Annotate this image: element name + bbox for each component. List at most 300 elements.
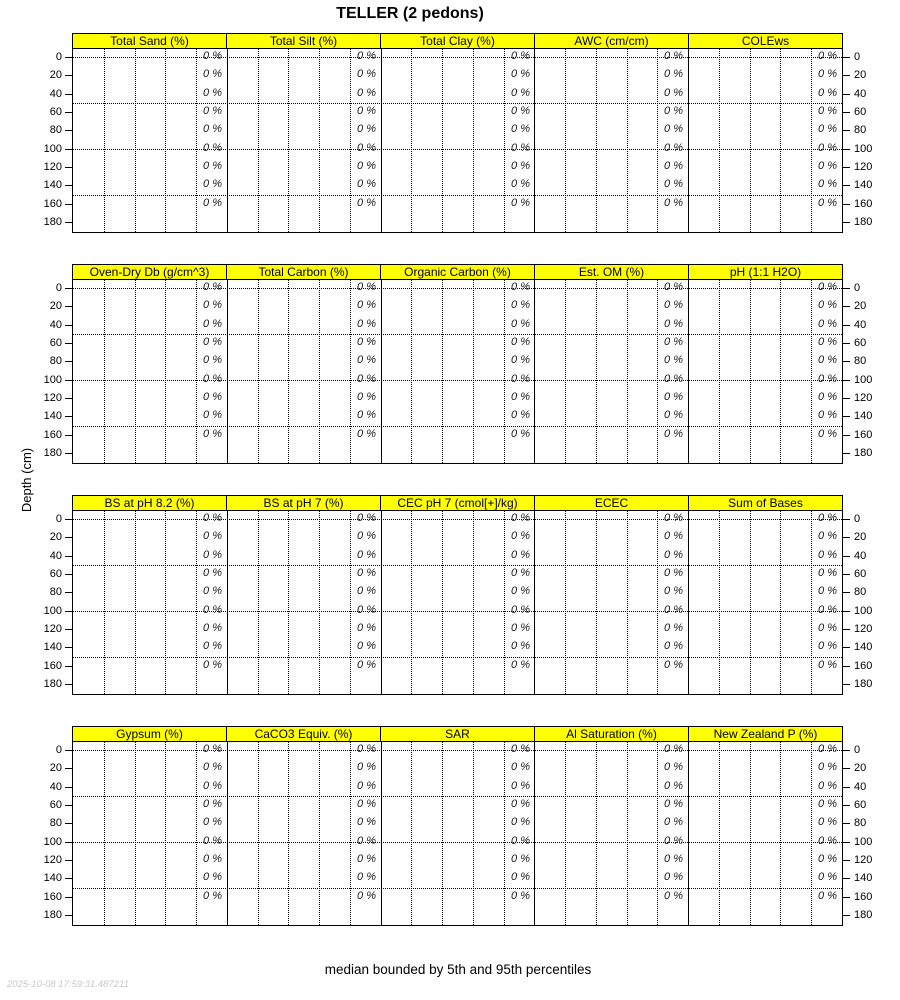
- y-tick-label-right: 60: [854, 568, 867, 580]
- zero-percent-label: 0 %: [203, 68, 222, 80]
- y-tick-label-left: 180: [43, 909, 62, 921]
- y-tick-label-left: 160: [43, 891, 62, 903]
- y-tick-right: [843, 112, 850, 113]
- y-tick-label-left: 100: [43, 605, 62, 617]
- zero-percent-label: 0 %: [664, 512, 683, 524]
- y-tick-right: [843, 435, 850, 436]
- y-tick-label-left: 120: [43, 854, 62, 866]
- zero-percent-label: 0 %: [203, 604, 222, 616]
- zero-percent-label: 0 %: [664, 428, 683, 440]
- zero-percent-label: 0 %: [203, 123, 222, 135]
- zero-percent-label: 0 %: [511, 780, 530, 792]
- zero-percent-label: 0 %: [203, 409, 222, 421]
- zero-percent-label: 0 %: [203, 178, 222, 190]
- zero-percent-label: 0 %: [203, 743, 222, 755]
- y-tick-right: [843, 57, 850, 58]
- y-tick-label-right: 120: [854, 623, 873, 635]
- zero-percent-label: 0 %: [357, 853, 376, 865]
- panel-strip-label: Total Sand (%): [110, 34, 189, 48]
- zero-percent-label: 0 %: [203, 585, 222, 597]
- y-tick-right: [843, 823, 850, 824]
- y-tick-label-left: 60: [49, 337, 62, 349]
- y-tick-left: [65, 537, 72, 538]
- panel-plot-area: [72, 742, 843, 926]
- zero-percent-label: 0 %: [664, 123, 683, 135]
- zero-percent-label: 0 %: [203, 816, 222, 828]
- y-tick-left: [65, 805, 72, 806]
- zero-percent-label: 0 %: [818, 780, 837, 792]
- y-axis-label: Depth (cm): [19, 447, 34, 513]
- y-tick-right: [843, 94, 850, 95]
- zero-percent-label: 0 %: [664, 816, 683, 828]
- y-tick-label-right: 160: [854, 891, 873, 903]
- zero-percent-label: 0 %: [818, 530, 837, 542]
- y-tick-label-left: 180: [43, 447, 62, 459]
- zero-percent-label: 0 %: [203, 105, 222, 117]
- y-tick-left: [65, 611, 72, 612]
- y-tick-label-left: 80: [49, 355, 62, 367]
- zero-percent-label: 0 %: [664, 567, 683, 579]
- zero-percent-label: 0 %: [664, 299, 683, 311]
- y-tick-right: [843, 361, 850, 362]
- y-tick-label-right: 180: [854, 678, 873, 690]
- y-tick-left: [65, 684, 72, 685]
- zero-percent-label: 0 %: [203, 853, 222, 865]
- y-tick-left: [65, 306, 72, 307]
- y-tick-left: [65, 149, 72, 150]
- zero-percent-label: 0 %: [357, 50, 376, 62]
- y-tick-left: [65, 842, 72, 843]
- zero-percent-label: 0 %: [511, 530, 530, 542]
- zero-percent-label: 0 %: [357, 178, 376, 190]
- zero-percent-label: 0 %: [511, 640, 530, 652]
- y-tick-label-left: 0: [55, 282, 62, 294]
- y-tick-right: [843, 897, 850, 898]
- panel-strip-label: Al Saturation (%): [566, 727, 657, 741]
- zero-percent-label: 0 %: [357, 604, 376, 616]
- panel-strip-label: Sum of Bases: [728, 496, 803, 510]
- zero-percent-label: 0 %: [357, 567, 376, 579]
- y-tick-right: [843, 805, 850, 806]
- zero-percent-label: 0 %: [664, 318, 683, 330]
- y-tick-label-right: 140: [854, 410, 873, 422]
- zero-percent-label: 0 %: [203, 567, 222, 579]
- y-tick-label-right: 100: [854, 143, 873, 155]
- y-tick-right: [843, 149, 850, 150]
- zero-percent-label: 0 %: [203, 835, 222, 847]
- y-tick-right: [843, 222, 850, 223]
- zero-percent-label: 0 %: [818, 640, 837, 652]
- zero-percent-label: 0 %: [818, 318, 837, 330]
- y-tick-label-right: 20: [854, 531, 867, 543]
- y-tick-label-left: 140: [43, 410, 62, 422]
- zero-percent-label: 0 %: [511, 853, 530, 865]
- strip-band: [72, 726, 843, 742]
- panel-strip-label: Gypsum (%): [116, 727, 183, 741]
- zero-percent-label: 0 %: [357, 391, 376, 403]
- zero-percent-label: 0 %: [511, 622, 530, 634]
- zero-percent-label: 0 %: [511, 428, 530, 440]
- strip-band: [72, 495, 843, 511]
- y-tick-label-right: 140: [854, 872, 873, 884]
- y-tick-right: [843, 306, 850, 307]
- zero-percent-label: 0 %: [818, 853, 837, 865]
- y-tick-left: [65, 823, 72, 824]
- zero-percent-label: 0 %: [511, 281, 530, 293]
- zero-percent-label: 0 %: [818, 160, 837, 172]
- zero-percent-label: 0 %: [818, 549, 837, 561]
- panel-strip: [534, 496, 688, 510]
- y-tick-left: [65, 416, 72, 417]
- y-tick-right: [843, 574, 850, 575]
- y-tick-right: [843, 842, 850, 843]
- zero-percent-label: 0 %: [357, 743, 376, 755]
- y-tick-label-right: 0: [854, 282, 861, 294]
- y-tick-label-right: 20: [854, 300, 867, 312]
- zero-percent-label: 0 %: [511, 871, 530, 883]
- y-tick-label-right: 100: [854, 605, 873, 617]
- zero-percent-label: 0 %: [664, 373, 683, 385]
- zero-percent-label: 0 %: [511, 318, 530, 330]
- y-tick-label-left: 120: [43, 392, 62, 404]
- caption: median bounded by 5th and 95th percentiles: [324, 962, 592, 977]
- y-tick-label-right: 0: [854, 744, 861, 756]
- zero-percent-label: 0 %: [818, 409, 837, 421]
- zero-percent-label: 0 %: [664, 68, 683, 80]
- zero-percent-label: 0 %: [511, 391, 530, 403]
- zero-percent-label: 0 %: [203, 336, 222, 348]
- zero-percent-label: 0 %: [357, 871, 376, 883]
- zero-percent-label: 0 %: [664, 50, 683, 62]
- y-tick-label-right: 180: [854, 216, 873, 228]
- y-tick-left: [65, 787, 72, 788]
- panel-plot-area: [72, 49, 843, 233]
- panel-strip: [380, 34, 534, 48]
- y-tick-label-left: 120: [43, 623, 62, 635]
- zero-percent-label: 0 %: [818, 585, 837, 597]
- panel-strip: [226, 727, 380, 741]
- zero-percent-label: 0 %: [511, 761, 530, 773]
- y-tick-label-left: 160: [43, 660, 62, 672]
- y-tick-right: [843, 380, 850, 381]
- panel-strip: [226, 496, 380, 510]
- y-tick-label-right: 40: [854, 88, 867, 100]
- y-tick-label-right: 80: [854, 355, 867, 367]
- y-tick-left: [65, 185, 72, 186]
- y-tick-label-right: 80: [854, 586, 867, 598]
- zero-percent-label: 0 %: [357, 354, 376, 366]
- panel-strip: [73, 496, 226, 510]
- y-tick-right: [843, 130, 850, 131]
- zero-percent-label: 0 %: [203, 281, 222, 293]
- y-tick-label-left: 40: [49, 88, 62, 100]
- y-tick-left: [65, 647, 72, 648]
- y-tick-left: [65, 222, 72, 223]
- panel-strip: [380, 496, 534, 510]
- panel-strip: [688, 496, 842, 510]
- y-tick-label-left: 60: [49, 106, 62, 118]
- y-tick-label-right: 160: [854, 429, 873, 441]
- zero-percent-label: 0 %: [664, 160, 683, 172]
- zero-percent-label: 0 %: [511, 178, 530, 190]
- panel-strip-label: SAR: [445, 727, 470, 741]
- panel-strip: [73, 727, 226, 741]
- y-tick-left: [65, 556, 72, 557]
- zero-percent-label: 0 %: [511, 68, 530, 80]
- y-tick-label-right: 40: [854, 781, 867, 793]
- zero-percent-label: 0 %: [664, 409, 683, 421]
- y-tick-right: [843, 325, 850, 326]
- zero-percent-label: 0 %: [511, 123, 530, 135]
- gridline-horizontal: [73, 565, 842, 566]
- gridline-horizontal: [73, 195, 842, 196]
- zero-percent-label: 0 %: [818, 373, 837, 385]
- zero-percent-label: 0 %: [203, 197, 222, 209]
- y-tick-left: [65, 325, 72, 326]
- zero-percent-label: 0 %: [818, 197, 837, 209]
- zero-percent-label: 0 %: [818, 761, 837, 773]
- y-tick-right: [843, 453, 850, 454]
- y-tick-right: [843, 519, 850, 520]
- y-tick-left: [65, 860, 72, 861]
- panel-strip-label: New Zealand P (%): [713, 727, 818, 741]
- y-tick-label-right: 140: [854, 179, 873, 191]
- y-tick-left: [65, 750, 72, 751]
- zero-percent-label: 0 %: [818, 68, 837, 80]
- zero-percent-label: 0 %: [357, 160, 376, 172]
- zero-percent-label: 0 %: [818, 87, 837, 99]
- zero-percent-label: 0 %: [357, 142, 376, 154]
- zero-percent-label: 0 %: [664, 142, 683, 154]
- y-tick-label-left: 0: [55, 513, 62, 525]
- y-tick-left: [65, 75, 72, 76]
- panel-strip: [226, 34, 380, 48]
- panel-strip-label: Organic Carbon (%): [404, 265, 511, 279]
- y-tick-left: [65, 878, 72, 879]
- y-tick-label-left: 20: [49, 762, 62, 774]
- zero-percent-label: 0 %: [818, 743, 837, 755]
- y-tick-left: [65, 167, 72, 168]
- zero-percent-label: 0 %: [511, 197, 530, 209]
- zero-percent-label: 0 %: [511, 336, 530, 348]
- gridline-horizontal: [73, 426, 842, 427]
- y-tick-right: [843, 915, 850, 916]
- y-tick-label-left: 60: [49, 799, 62, 811]
- panel-row: [0, 726, 900, 926]
- y-tick-label-left: 40: [49, 781, 62, 793]
- zero-percent-label: 0 %: [818, 50, 837, 62]
- y-tick-right: [843, 860, 850, 861]
- panel-plot-area: [72, 280, 843, 464]
- zero-percent-label: 0 %: [203, 160, 222, 172]
- zero-percent-label: 0 %: [357, 428, 376, 440]
- panel-row: [0, 495, 900, 695]
- y-tick-label-left: 100: [43, 374, 62, 386]
- zero-percent-label: 0 %: [357, 68, 376, 80]
- y-tick-right: [843, 878, 850, 879]
- zero-percent-label: 0 %: [357, 409, 376, 421]
- y-tick-label-right: 40: [854, 550, 867, 562]
- y-tick-left: [65, 380, 72, 381]
- panel-strip-label: Total Clay (%): [420, 34, 495, 48]
- zero-percent-label: 0 %: [511, 835, 530, 847]
- y-tick-left: [65, 574, 72, 575]
- zero-percent-label: 0 %: [511, 798, 530, 810]
- y-tick-left: [65, 398, 72, 399]
- zero-percent-label: 0 %: [357, 835, 376, 847]
- y-tick-left: [65, 130, 72, 131]
- zero-percent-label: 0 %: [818, 354, 837, 366]
- panel-strip: [534, 34, 688, 48]
- y-tick-right: [843, 288, 850, 289]
- zero-percent-label: 0 %: [664, 530, 683, 542]
- panel-strip-label: AWC (cm/cm): [574, 34, 649, 48]
- zero-percent-label: 0 %: [357, 318, 376, 330]
- panel-strip-label: Oven-Dry Db (g/cm^3): [89, 265, 210, 279]
- y-tick-right: [843, 750, 850, 751]
- zero-percent-label: 0 %: [203, 549, 222, 561]
- y-tick-label-left: 160: [43, 198, 62, 210]
- zero-percent-label: 0 %: [511, 890, 530, 902]
- zero-percent-label: 0 %: [357, 373, 376, 385]
- zero-percent-label: 0 %: [511, 816, 530, 828]
- y-tick-label-left: 140: [43, 641, 62, 653]
- zero-percent-label: 0 %: [357, 761, 376, 773]
- y-tick-left: [65, 361, 72, 362]
- zero-percent-label: 0 %: [664, 871, 683, 883]
- zero-percent-label: 0 %: [203, 512, 222, 524]
- zero-percent-label: 0 %: [357, 281, 376, 293]
- timestamp: 2025-10-08 17:59:31.487211: [7, 979, 129, 990]
- panel-strip-label: pH (1:1 H2O): [729, 265, 802, 279]
- panel-strip: [688, 34, 842, 48]
- panel-strip-label: CEC pH 7 (cmol[+]/kg): [397, 496, 518, 510]
- panel-strip: [380, 727, 534, 741]
- y-tick-left: [65, 204, 72, 205]
- zero-percent-label: 0 %: [203, 391, 222, 403]
- y-tick-left: [65, 897, 72, 898]
- y-tick-label-left: 100: [43, 836, 62, 848]
- zero-percent-label: 0 %: [511, 299, 530, 311]
- y-tick-left: [65, 94, 72, 95]
- y-tick-label-right: 100: [854, 836, 873, 848]
- panel-strip: [226, 265, 380, 279]
- y-tick-label-right: 160: [854, 198, 873, 210]
- zero-percent-label: 0 %: [818, 659, 837, 671]
- y-tick-left: [65, 629, 72, 630]
- y-tick-label-right: 80: [854, 817, 867, 829]
- zero-percent-label: 0 %: [357, 585, 376, 597]
- y-tick-label-left: 40: [49, 550, 62, 562]
- y-tick-left: [65, 666, 72, 667]
- y-tick-left: [65, 288, 72, 289]
- panel-row: [0, 264, 900, 464]
- zero-percent-label: 0 %: [664, 391, 683, 403]
- zero-percent-label: 0 %: [357, 780, 376, 792]
- zero-percent-label: 0 %: [511, 743, 530, 755]
- zero-percent-label: 0 %: [818, 604, 837, 616]
- zero-percent-label: 0 %: [357, 336, 376, 348]
- y-tick-label-left: 160: [43, 429, 62, 441]
- panel-strip: [534, 727, 688, 741]
- zero-percent-label: 0 %: [203, 622, 222, 634]
- zero-percent-label: 0 %: [818, 622, 837, 634]
- y-tick-label-right: 120: [854, 392, 873, 404]
- zero-percent-label: 0 %: [203, 871, 222, 883]
- y-tick-label-right: 140: [854, 641, 873, 653]
- zero-percent-label: 0 %: [664, 604, 683, 616]
- zero-percent-label: 0 %: [664, 853, 683, 865]
- panel-strip-label: BS at pH 7 (%): [263, 496, 344, 510]
- zero-percent-label: 0 %: [203, 890, 222, 902]
- zero-percent-label: 0 %: [203, 530, 222, 542]
- y-tick-left: [65, 57, 72, 58]
- y-tick-right: [843, 398, 850, 399]
- chart-title: TELLER (2 pedons): [336, 5, 484, 22]
- zero-percent-label: 0 %: [511, 373, 530, 385]
- zero-percent-label: 0 %: [818, 890, 837, 902]
- y-tick-label-left: 20: [49, 531, 62, 543]
- zero-percent-label: 0 %: [357, 798, 376, 810]
- zero-percent-label: 0 %: [357, 640, 376, 652]
- zero-percent-label: 0 %: [818, 871, 837, 883]
- zero-percent-label: 0 %: [664, 336, 683, 348]
- zero-percent-label: 0 %: [664, 354, 683, 366]
- y-tick-label-left: 0: [55, 744, 62, 756]
- zero-percent-label: 0 %: [357, 87, 376, 99]
- y-tick-label-left: 80: [49, 586, 62, 598]
- gridline-horizontal: [73, 796, 842, 797]
- gridline-horizontal: [73, 888, 842, 889]
- y-tick-label-left: 40: [49, 319, 62, 331]
- y-tick-right: [843, 647, 850, 648]
- y-tick-left: [65, 768, 72, 769]
- zero-percent-label: 0 %: [664, 105, 683, 117]
- zero-percent-label: 0 %: [357, 659, 376, 671]
- zero-percent-label: 0 %: [664, 178, 683, 190]
- zero-percent-label: 0 %: [203, 761, 222, 773]
- zero-percent-label: 0 %: [357, 299, 376, 311]
- zero-percent-label: 0 %: [664, 798, 683, 810]
- y-tick-right: [843, 75, 850, 76]
- zero-percent-label: 0 %: [818, 142, 837, 154]
- zero-percent-label: 0 %: [664, 281, 683, 293]
- y-tick-right: [843, 666, 850, 667]
- zero-percent-label: 0 %: [357, 622, 376, 634]
- y-tick-label-left: 20: [49, 300, 62, 312]
- gridline-horizontal: [73, 103, 842, 104]
- y-tick-label-left: 180: [43, 678, 62, 690]
- zero-percent-label: 0 %: [511, 549, 530, 561]
- zero-percent-label: 0 %: [818, 178, 837, 190]
- y-tick-label-right: 40: [854, 319, 867, 331]
- zero-percent-label: 0 %: [203, 428, 222, 440]
- zero-percent-label: 0 %: [818, 567, 837, 579]
- zero-percent-label: 0 %: [818, 428, 837, 440]
- y-tick-label-left: 80: [49, 124, 62, 136]
- zero-percent-label: 0 %: [664, 761, 683, 773]
- zero-percent-label: 0 %: [203, 50, 222, 62]
- zero-percent-label: 0 %: [511, 567, 530, 579]
- zero-percent-label: 0 %: [818, 391, 837, 403]
- zero-percent-label: 0 %: [203, 659, 222, 671]
- y-tick-left: [65, 112, 72, 113]
- y-tick-right: [843, 611, 850, 612]
- y-tick-label-right: 60: [854, 799, 867, 811]
- y-tick-label-right: 20: [854, 762, 867, 774]
- y-tick-left: [65, 592, 72, 593]
- panel-strip-label: Est. OM (%): [578, 265, 645, 279]
